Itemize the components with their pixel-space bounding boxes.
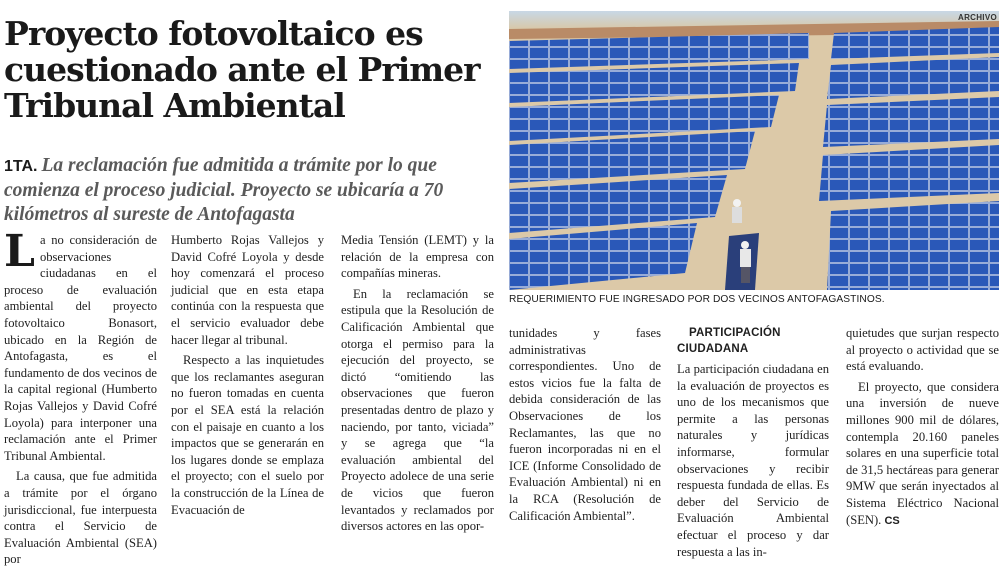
body-paragraph: La no consideración de observaciones ciudadanas en el proceso de evaluación ambiental del proyecto fotovoltaico Bonasort, ubicado en la Región de Antofagasta, es el fundamento de dos vecinos de la capital regional (Humberto Rojas Vallejos y David Cofré Loyola) para interponer una reclamación ante el Primer Tribunal Ambiental. <box>4 226 157 463</box>
end-mark: CS <box>884 514 900 527</box>
photo-credit: ARCHIVO <box>958 13 997 22</box>
body-paragraph: Respecto a las inquietudes que los reclamantes aseguran no fueron tomadas en cuenta por el SEA está la relación con el paisaje en cuanto a los impactos que se generarán en los lugares donde se emplaza el proyecto; con el suelo por la construcción de la Línea de Evacuación de <box>171 353 324 517</box>
body-paragraph: Humberto Rojas Vallejos y David Cofré Loyola y desde hoy comenzará el proceso judicial que en esta etapa continúa con la respuesta que el servicio evaluador debe hacer llegar al tribunal. <box>171 233 324 347</box>
drop-cap: L <box>4 226 35 277</box>
section-tag: 1TA. <box>4 158 38 175</box>
body-column-6 <box>846 325 999 533</box>
body-column-2 <box>171 232 324 522</box>
body-column-3 <box>341 232 494 539</box>
solar-panels-illustration <box>509 11 999 290</box>
photo-caption: REQUERIMIENTO FUE INGRESADO POR DOS VECINOS ANTOFAGASTINOS. <box>509 294 885 305</box>
body-column-4 <box>509 325 661 528</box>
body-column-1 <box>4 226 157 572</box>
solar-farm-photo <box>509 11 999 290</box>
body-paragraph: En la reclamación se estipula que la Resolución de Calificación Ambiental que otorga el permiso para la ejecución del proyecto, se dictó “omitiendo las observaciones que fueron presentadas dentro de plazo y naciendo, por tanto, viciada” y se agrega que “la evaluación ambiental del Proyecto adolece de una serie de vicios que fueron levantados y reclamados por diversos actores en las opor- <box>341 286 494 534</box>
body-paragraph: El proyecto, que considera una inversión de nueve millones 900 mil de dólares, contempla 20.160 paneles solares en una superficie total de 31,5 hectáreas para generar 9MW que serán inyectados al Sistema Eléctrico Nacional (SEN). CS <box>846 379 999 527</box>
article-headline: Proyecto fotovoltaico es cuestionado ante el Primer Tribunal Ambiental <box>4 14 480 125</box>
body-paragraph: Media Tensión (LEMT) y la relación de la empresa con compañías mineras. <box>341 233 494 281</box>
section-heading: PARTICIPACIÓN CIUDADANA <box>677 327 781 355</box>
body-paragraph: La causa, que fue admitida a trámite por el órgano jurisdiccional, fue interpuesta contra el Servicio de Evaluación Ambiental (SEA) por <box>4 469 157 567</box>
body-paragraph: tunidades y fases administrativas correspondientes. Uno de estos vicios fue la falta de debida consideración de las Observaciones de los Reclamantes, las que no fueron incorporadas ni en el ICE (Informe Consolidado de Evaluación Ambiental) ni en la RCA (Resolución de Calificación Ambiental”. <box>509 326 661 523</box>
body-paragraph: La participación ciudadana en la evaluación de proyectos es uno de los mecanismos que permite a las personas naturales y jurídicas informarse, formular observaciones y recibir respuesta fundada de ellas. Es deber del Servicio de Evaluación Ambiental efectuar el proceso y dar respuesta a las in- <box>677 362 829 559</box>
body-column-5 <box>677 325 829 564</box>
body-paragraph: quietudes que surjan respecto al proyecto o actividad que se está evaluando. <box>846 326 999 374</box>
article-lead <box>4 154 474 227</box>
lead-text: La reclamación fue admitida a trámite por lo que comienza el proceso judicial. Proyecto se ubicaría a 70 kilómetros al sureste de Antofagasta <box>4 155 444 225</box>
